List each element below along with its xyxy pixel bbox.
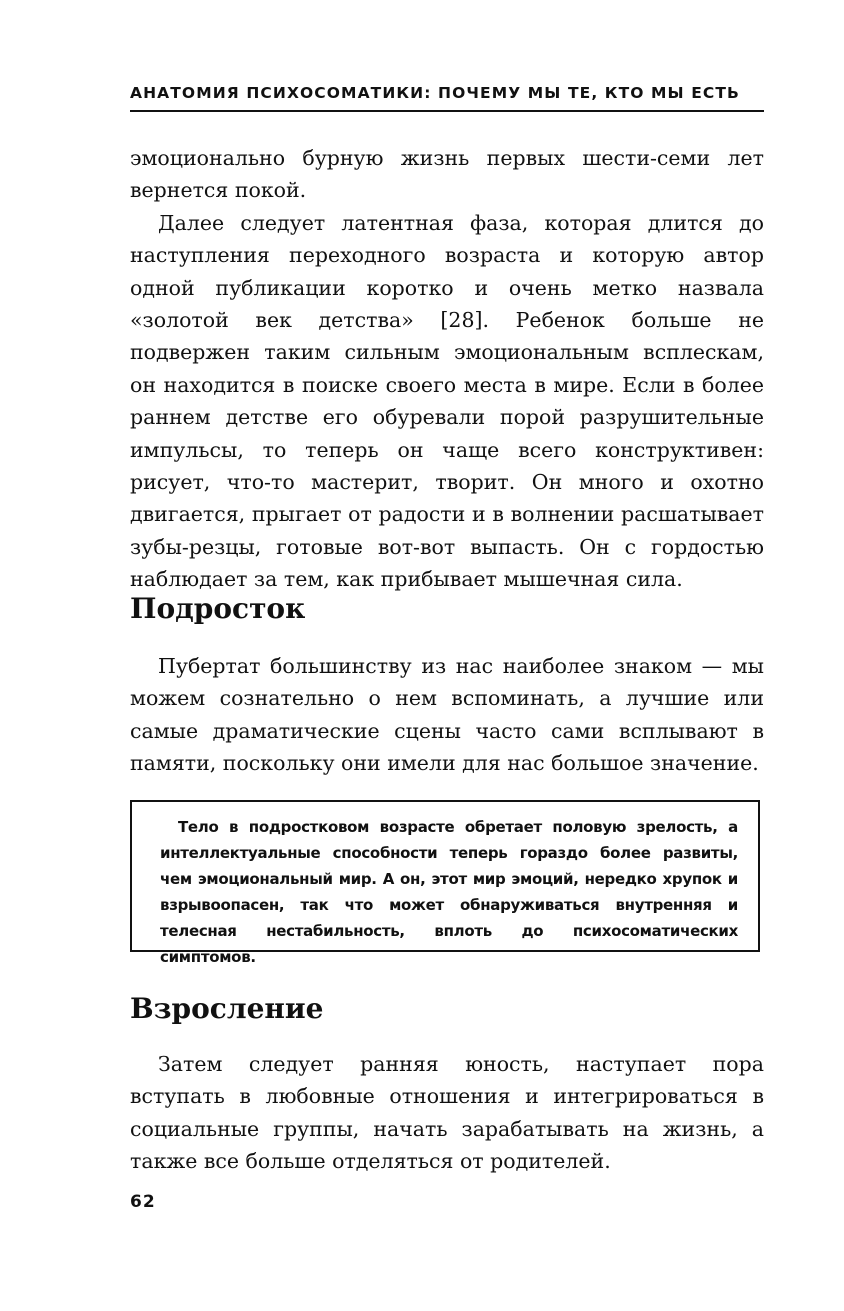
running-head: АНАТОМИЯ ПСИХОСОМАТИКИ: ПОЧЕМУ МЫ ТЕ, КТО МЫ ЕСТЬ (130, 84, 740, 102)
paragraph: эмоционально бурную жизнь первых шести-семи лет вернется покой. (130, 146, 764, 203)
callout-text: Тело в подростковом возрасте обретает половую зрелость, а интеллектуальные способности теперь гораздо более развиты, чем эмоциональный мир. А он, этот мир эмоций, нередко хрупок и взрывоопасен, так что может обнаруживаться внутренняя и телесная нестабильность, вплоть до психосоматических симптомов. (160, 818, 738, 966)
section-intro (130, 142, 764, 596)
paragraph: Далее следует латентная фаза, которая длится до наступления переходного возраста и которую автор одной публикации коротко и очень метко назвала «золотой век детства» [28]. Ребенок больше не подвержен таким сильным эмоциональным всплескам, он находится в поиске своего места в мире. Если в более раннем детстве его обуревали порой разрушительные импульсы, то теперь он чаще всего конструктивен: рисует, что-то мастерит, творит. Он много и охотно двигается, прыгает от радости и в волнении расшатывает зубы-резцы, готовые вот-вот выпасть. Он с гордостью наблюдает за тем, как прибывает мышечная сила. (130, 210, 764, 592)
page-number: 62 (130, 1192, 156, 1212)
header-rule (130, 110, 764, 112)
section-heading-growing-up: Взросление (130, 992, 324, 1025)
callout-box (130, 800, 760, 966)
paragraph: Затем следует ранняя юность, наступает пора вступать в любовные отношения и интегрироваться в социальные группы, начать зарабатывать на жизнь, а также все больше отделяться от родителей. (130, 1052, 764, 1174)
section-teenager (130, 650, 764, 780)
paragraph: Пубертат большинству из нас наиболее знаком — мы можем сознательно о нем вспоминать, а лучшие или самые драматические сцены часто сами всплывают в памяти, поскольку они имели для нас большое значение. (130, 654, 764, 776)
section-heading-teenager: Подросток (130, 592, 306, 625)
section-growing-up (130, 1048, 764, 1178)
